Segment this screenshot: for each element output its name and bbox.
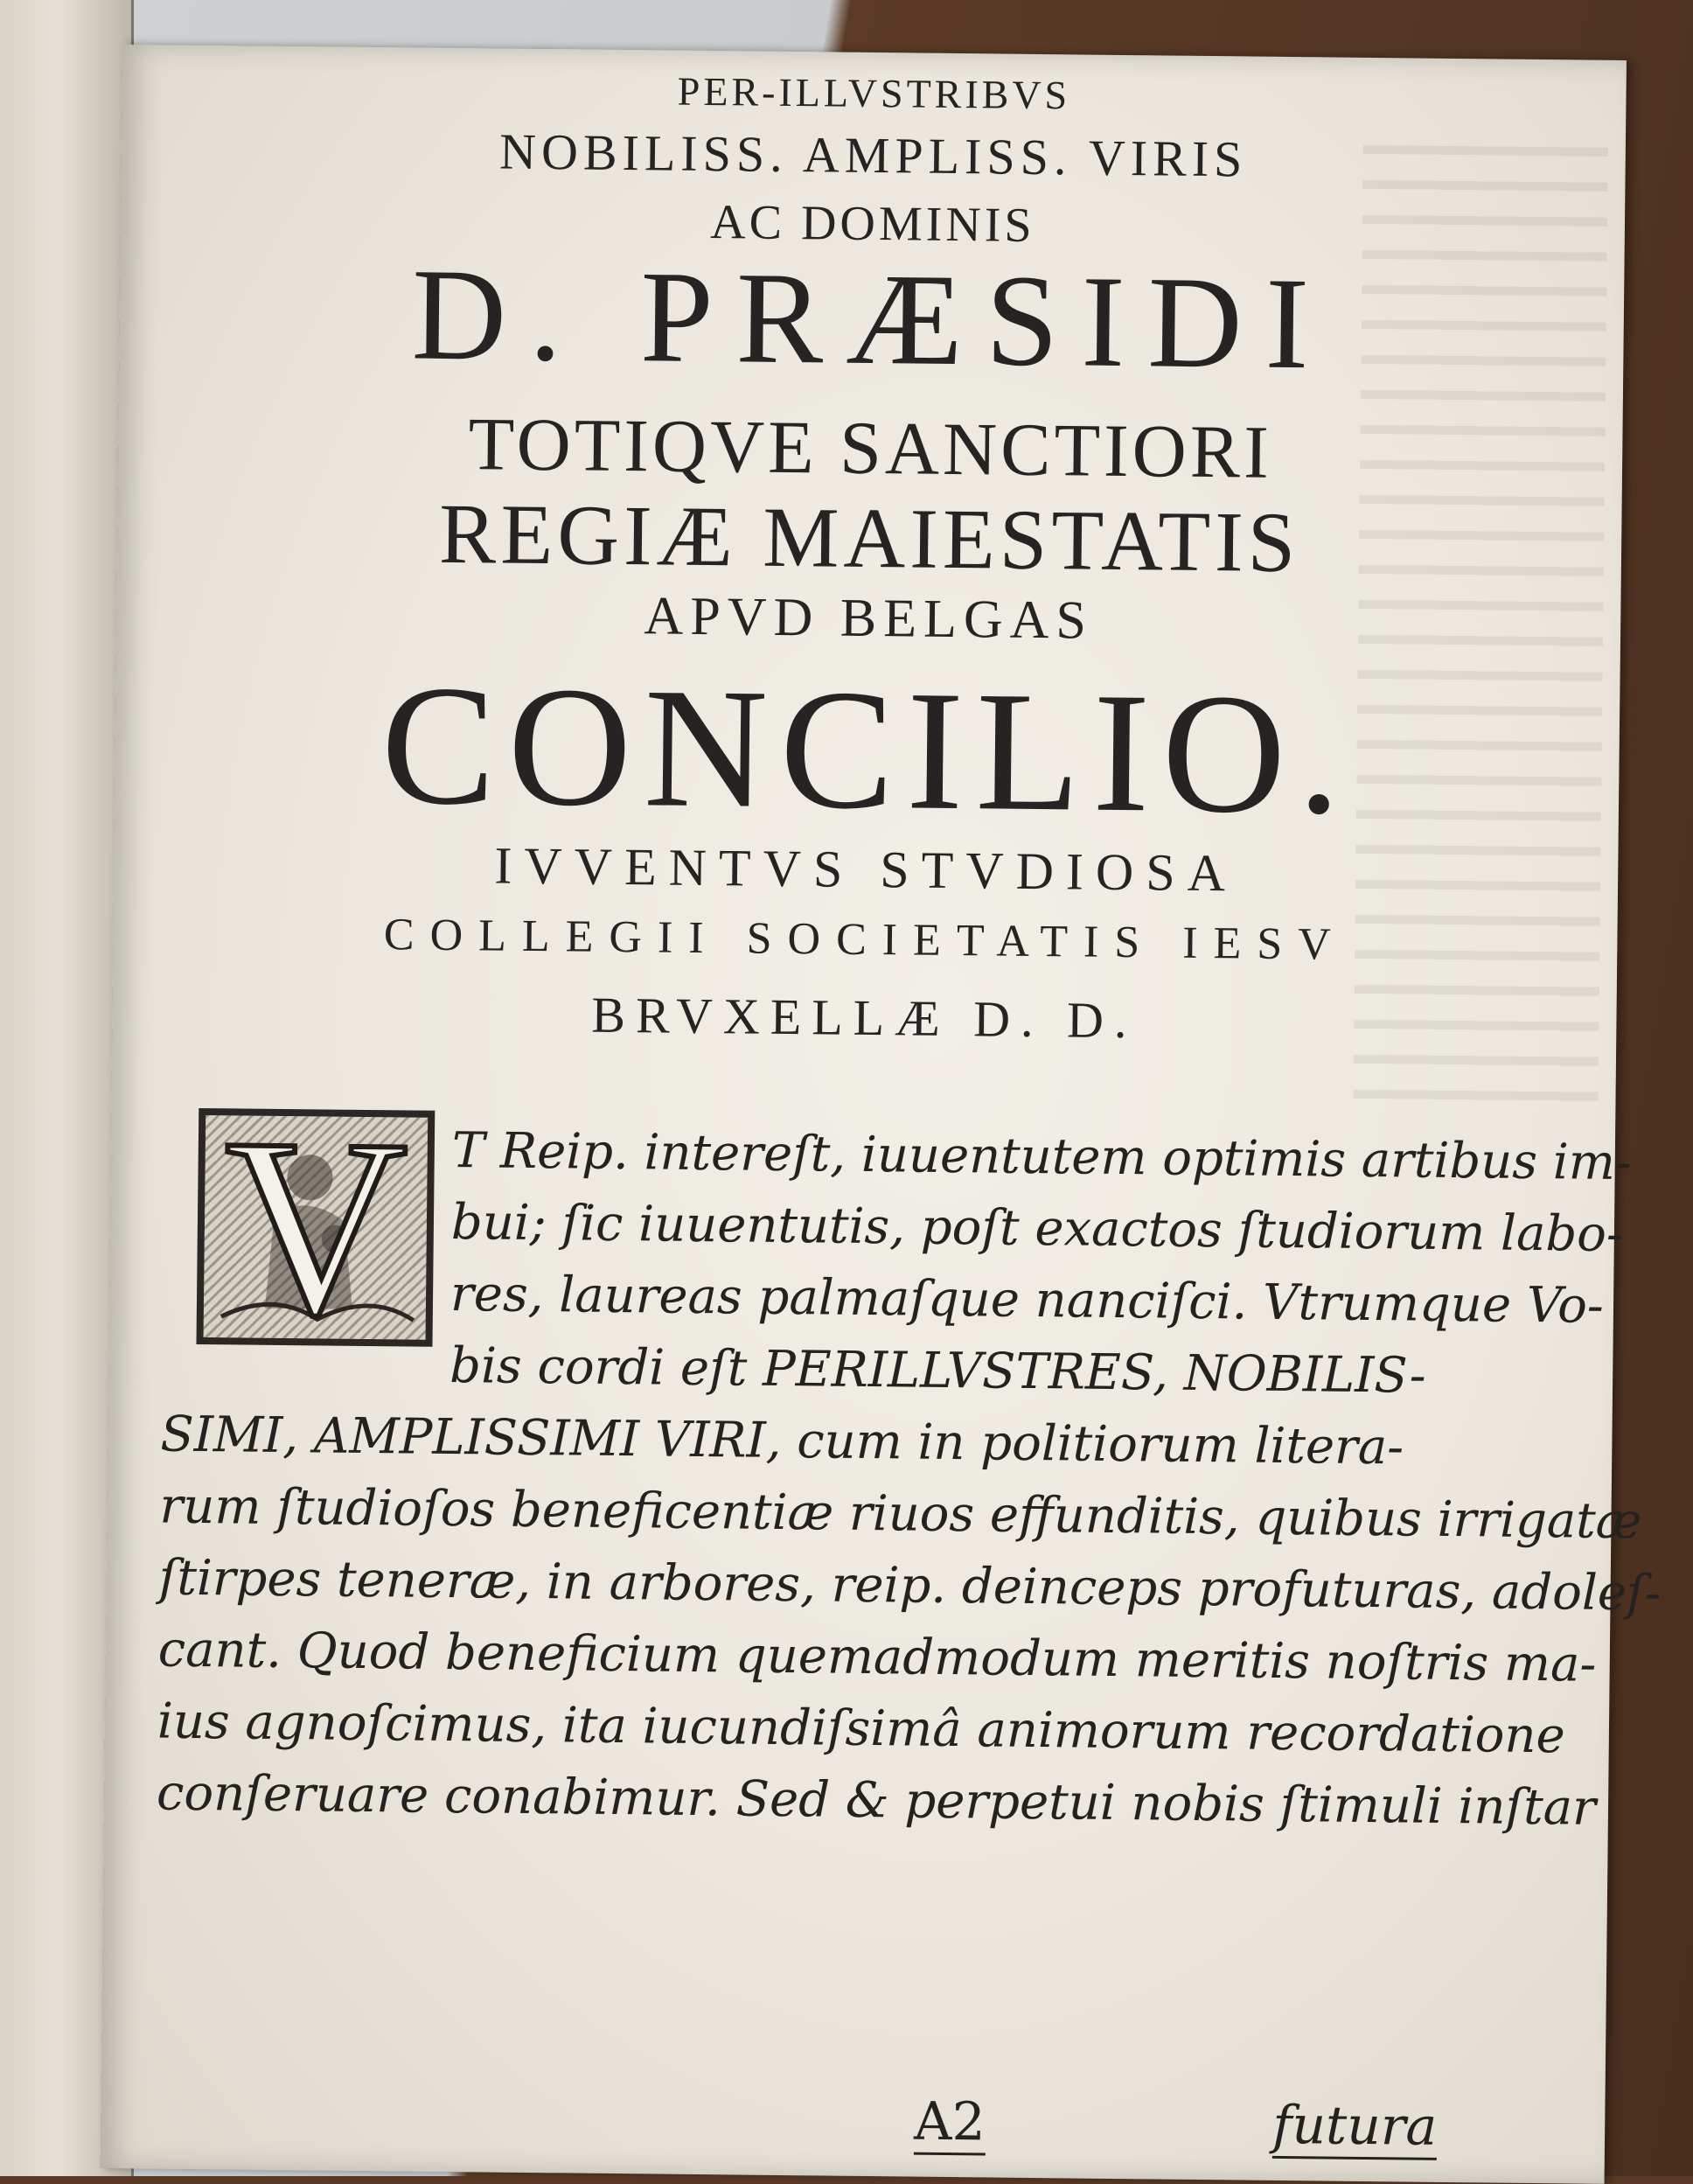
title-line-7: APVD BELGAS bbox=[644, 586, 1094, 651]
initial-letter: V bbox=[222, 1085, 409, 1369]
body-line-6: rum ſtudioſos beneficentiæ riuos effunditis, quibus irrigatæ bbox=[159, 1477, 1642, 1551]
body-line-5: SIMI, AMPLISSIMI VIRI, cum in politiorum litera- bbox=[160, 1406, 1404, 1476]
body-line-8: cant. Quod beneficium quemadmodum meritis noſtris ma- bbox=[157, 1621, 1597, 1693]
body-line-2: bui; ſic iuuentutis, poſt exactos ſtudiorum labo- bbox=[450, 1194, 1624, 1264]
body-line-10: conſeruare conabimur. Sed & perpetui nobis ſtimuli inſtar bbox=[156, 1764, 1597, 1837]
title-line-5: TOTIQVE SANCTIORI bbox=[468, 401, 1273, 494]
body-line-3: res, laureas palmaſque nanciſci. Vtrumque Vo- bbox=[449, 1266, 1605, 1335]
catchword: futura bbox=[1272, 2095, 1438, 2160]
title-line-9: IVVENTVS STVDIOSA bbox=[494, 836, 1238, 903]
signature-mark: A2 bbox=[914, 2091, 986, 2156]
title-line-1: PER-ILLVSTRIBVS bbox=[677, 68, 1071, 118]
body-line-7: ſtirpes teneræ, in arbores, reip. deinceps profuturas, adoleſ- bbox=[158, 1549, 1662, 1622]
title-line-8: CONCILIO. bbox=[380, 650, 1355, 850]
title-line-4: D. PRÆSIDI bbox=[411, 241, 1333, 397]
body-text bbox=[156, 1113, 1662, 1845]
body-line-1: T Reip. intereſt, iuuentutem optimis artibus im- bbox=[451, 1122, 1633, 1192]
title-line-10: COLLEGII SOCIETATIS IESV bbox=[383, 910, 1348, 970]
title-page bbox=[101, 45, 1662, 2184]
title-line-2: NOBILISS. AMPLISS. VIRIS bbox=[498, 122, 1248, 188]
title-line-3: AC DOMINIS bbox=[709, 195, 1035, 253]
body-line-9: ius agnoſcimus, ita iucundiſsimâ animorum recordatione bbox=[157, 1692, 1566, 1765]
title-line-11: BRVXELLÆ D. D. bbox=[591, 986, 1138, 1050]
body-line-4: bis cordi eſt PERILLVSTRES, NOBILIS- bbox=[449, 1336, 1426, 1405]
title-line-6: REGIÆ MAIESTATIS bbox=[438, 486, 1300, 591]
